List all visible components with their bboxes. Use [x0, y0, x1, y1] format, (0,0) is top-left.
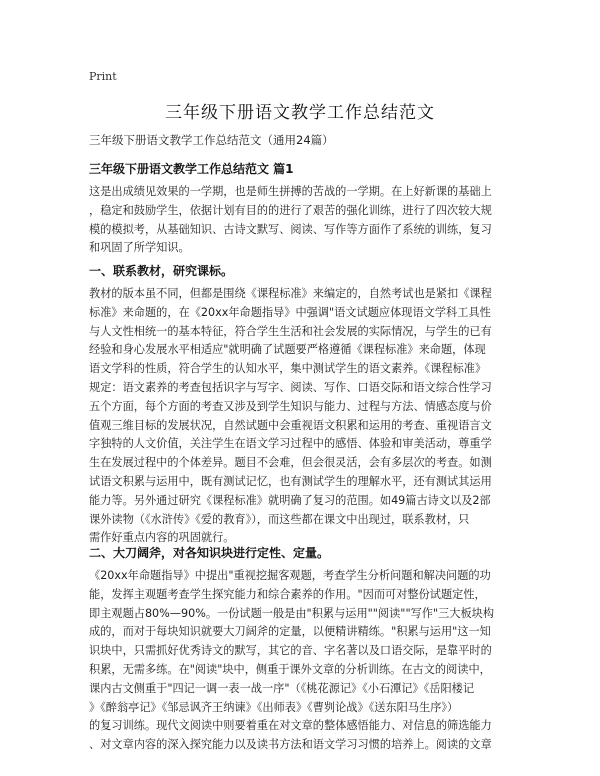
- text-line: 的复习训练。现代文阅读中则要着重在对文章的整体感悟能力、对信息的筛选能力: [89, 719, 492, 733]
- text-line: 这是出成绩见效果的一学期，也是师生拼搏的苦战的一学期。在上好新课的基础上: [89, 185, 492, 198]
- text-line: 字独特的人文价值，关注学生在语文学习过程中的感悟、体验和审美活动，尊重学: [89, 437, 492, 451]
- section1-heading: 一、联系教材，研究课标。: [89, 264, 234, 278]
- text-line: ，稳定和鼓励学生，依据计划有目的的进行了艰苦的强化训练，进行了四次较大规: [89, 203, 492, 217]
- section2-heading: 二、大刀阔斧，对各知识块进行定性、定量。: [89, 546, 330, 560]
- print-link[interactable]: Print: [89, 70, 117, 83]
- text-line: 课内古文侧重于"四记一调一表一战一序"（《桃花源记》《小石潭记》《岳阳楼记: [89, 681, 475, 695]
- text-line: 试语文积累与运用中，既有测试记忆，也有测试学生的理解水平，还有测试其运用: [89, 474, 492, 488]
- text-line: 课外读物（《水浒传》《爱的教育》），而这些都在课文中出现过，联系教材，只: [89, 512, 470, 526]
- text-line: 模的模拟考，从基础知识、古诗文默写、阅读、写作等方面作了系统的训练，复习: [89, 222, 492, 236]
- intro-paragraph: [89, 183, 514, 258]
- text-line: 需作好重点内容的巩固就行。: [89, 531, 235, 545]
- text-line: 生在发展过程中的个体差异。题目不会难，但会很灵活，会有多层次的考查。如测: [89, 456, 492, 470]
- page-title: 三年级下册语文教学工作总结范文: [165, 103, 435, 123]
- text-line: 、对文章内容的深入探究能力以及读书方法和语文学习习惯的培养上。阅读的文章: [89, 738, 492, 752]
- text-line: 标准》来命题的，在《20xx年命题指导》中强调"语文试题应体现语文学科工具性: [89, 305, 491, 319]
- section2-paragraph: [89, 567, 514, 755]
- text-line: 语文学科的性质，符合学生的认知水平，集中测试学生的语文素养。《课程标准》: [89, 362, 487, 376]
- text-line: 和巩固了所学知识。: [89, 241, 190, 255]
- text-line: 积累，无需多练。在"阅读"块中，侧重于课外文章的分析训练。在古文的阅读中，: [89, 662, 491, 676]
- document-subtitle: 三年级下册语文教学工作总结范文（通用24篇）: [89, 133, 334, 147]
- section1-paragraph: [89, 285, 514, 548]
- text-line: 《20xx年命题指导》中提出"重视挖掘客观题，考查学生分析问题和解决问题的功: [89, 569, 491, 582]
- text-line: 经验和身心发展水平相适应"就明确了试题要严格遵循《课程标准》来命题，体现: [89, 343, 486, 357]
- text-line: 教材的版本虽不同，但都是围绕《课程标准》来编定的，自然考试也是紧扣《课程: [89, 287, 492, 300]
- text-line: 值观三维目标的发展状况，自然试题中会重视语文积累和运用的考查、重视语言文: [89, 418, 492, 432]
- text-line: 与人文性相统一的基本特征，符合学生生活和社会发展的实际情况，与学生的已有: [89, 324, 492, 338]
- text-line: 即主观题占80%—90%。一份试题一般是由"积累与运用""阅读""写作"三大板块构: [89, 606, 495, 620]
- article-heading: 三年级下册语文教学工作总结范文 篇1: [89, 162, 294, 176]
- text-line: 》《醉翁亭记》《邹忌讽齐王纳谏》《出师表》《曹刿论战》《送东阳马生序》）: [89, 700, 459, 714]
- text-line: 规定：语文素养的考查包括识字与写字、阅读、写作、口语交际和语文综合性学习: [89, 380, 492, 394]
- text-line: 五个方面，每个方面的考查又涉及到学生知识与能力、过程与方法、情感态度与价: [89, 399, 492, 413]
- text-line: 能，发挥主观题考查学生探究能力和综合素养的作用。"因而可对整份试题定性，: [89, 587, 486, 601]
- text-line: 识块中，只需抓好优秀诗文的默写，其它的音、字名著以及口语交际，是靠平时的: [89, 644, 492, 658]
- text-line: 能力等。另外通过研究《课程标准》就明确了复习的范围。如49篇古诗文以及2部: [89, 493, 491, 507]
- text-line: 成的，而对于每块知识就要大刀阔斧的定量，以便精讲精练。"积累与运用"这一知: [89, 625, 491, 639]
